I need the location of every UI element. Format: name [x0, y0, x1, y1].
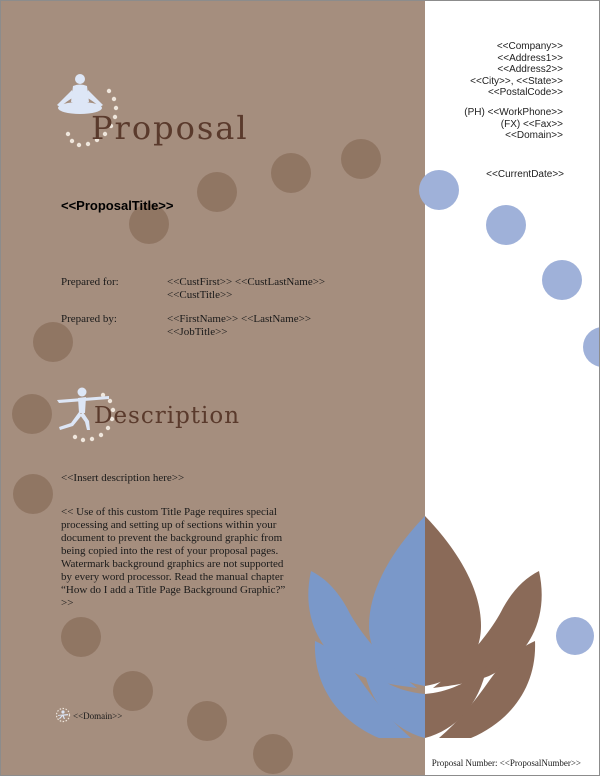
description-placeholder: <<Insert description here>> — [61, 472, 185, 484]
current-date: <<CurrentDate>> — [486, 169, 564, 180]
brown-dot — [33, 322, 73, 362]
brown-dot — [113, 671, 153, 711]
address-line-1: <<Address1>> — [497, 52, 563, 64]
brown-dot — [13, 474, 53, 514]
brown-dot — [12, 394, 52, 434]
address-line-2: <<Address2>> — [497, 64, 563, 75]
blue-dot — [542, 260, 582, 300]
brown-dot — [271, 153, 311, 193]
work-phone: (PH) <<WorkPhone>> — [464, 107, 563, 118]
brown-dot — [197, 172, 237, 212]
proposal-heading: Proposal — [91, 109, 249, 147]
proposal-title: <<ProposalTitle>> — [61, 198, 174, 213]
proposal-number: Proposal Number: <<ProposalNumber>> — [431, 758, 581, 768]
author-job-title: <<JobTitle>> — [167, 326, 228, 338]
brown-dot — [253, 734, 293, 774]
brown-dot — [187, 701, 227, 741]
description-note: << Use of this custom Title Page requires special processing and setting up of sections within your document to prevent the background graphic from being copied into the rest of your proposal pages. Watermark background graphics are not supported by every word processor. Read the manual chapter “How do I add a Title Page Background Graphic?” >> — [61, 506, 286, 609]
postal-code: <<PostalCode>> — [487, 87, 563, 98]
fax-number: (FX) <<Fax>> — [500, 118, 563, 130]
prepared-for-label: Prepared for: — [61, 276, 119, 288]
company-domain: <<Domain>> — [505, 130, 563, 141]
small-figure-logo-icon — [55, 707, 71, 723]
footer-domain: <<Domain>> — [73, 711, 123, 721]
blue-dot — [583, 327, 600, 367]
customer-name: <<CustFirst>> <<CustLastName>> — [167, 276, 326, 288]
city-state: <<City>>, <<State>> — [470, 75, 563, 87]
company-name: <<Company>> — [496, 41, 563, 52]
blue-dot — [486, 205, 526, 245]
customer-title: <<CustTitle>> — [167, 289, 233, 301]
lotus-flower-icon — [291, 516, 551, 741]
description-heading: Description — [94, 403, 241, 429]
blue-dot — [556, 617, 594, 655]
brown-dot — [61, 617, 101, 657]
prepared-by-label: Prepared by: — [61, 313, 117, 325]
author-name: <<FirstName>> <<LastName>> — [167, 313, 312, 325]
